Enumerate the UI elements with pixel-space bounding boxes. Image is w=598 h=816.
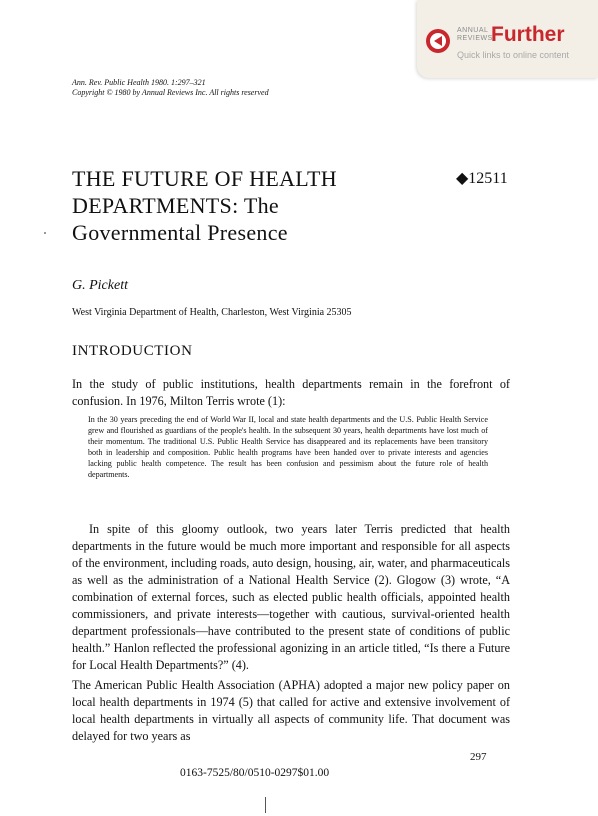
article-title: THE FUTURE OF HEALTH DEPARTMENTS: The Governmental Presence <box>72 166 337 245</box>
margin-speck <box>44 232 46 234</box>
annual-reviews-logo-text: ANNUAL REVIEWS <box>457 27 493 42</box>
paragraph-body-2: The American Public Health Association (APHA) adopted a major new policy paper on local health departments in 1974 (5) that called for active and extensive involvement of local health departments in virtually all aspects of community life. That document was delayed for two years as <box>72 678 510 743</box>
author-name: G. Pickett <box>72 278 128 293</box>
scan-mark <box>265 797 266 813</box>
further-subtitle: Quick links to online content <box>457 50 570 60</box>
article-code: ◆12511 <box>456 170 508 187</box>
footer-code: 0163-7525/80/0510-0297$01.00 <box>180 767 330 779</box>
page-number: 297 <box>470 751 487 763</box>
further-label: Further <box>491 23 565 46</box>
paragraph-body-1: In spite of this gloomy outlook, two years later Terris predicted that health departments in the future would be much more important and responsible for all aspects of the environment, including roads, auto design, housing, air, water, and pharmaceuticals as well as the administration of a National Health Service (2). Glogow (3) wrote, “A combination of external forces, such as elected public health officials, appointed health commissioners, and private interests—together with cautious, survival-oriented health department professionals—have contributed to the present state of conditions of public health.” Hanlon reflected the professional agonizing in an article titled, “Is there a Future for Local Health Departments?” (4). <box>72 522 510 672</box>
author-affiliation: West Virginia Department of Health, Charleston, West Virginia 25305 <box>72 307 352 318</box>
further-badge[interactable] <box>417 0 598 78</box>
journal-citation: Ann. Rev. Public Health 1980. 1:297–321 Copyright © 1980 by Annual Reviews Inc. All rights reserved <box>72 78 269 97</box>
play-arrow-icon <box>425 28 451 54</box>
block-quote: In the 30 years preceding the end of World War II, local and state health departments and the U.S. Public Health Service grew and flourished as guardians of the people's health. In the subsequent 30 years, health departments have lost much of their momentum. The traditional U.S. Public Health Service has disappeared and its replacements have been transitory both in leadership and composition. Public health programs have been handed over to private interests and agencies lacking public health competence. The result has been confusion and pessimism about the future role of health departments. <box>88 415 488 480</box>
paragraph-intro: In the study of public institutions, health departments remain in the forefront of confusion. In 1976, Milton Terris wrote (1): <box>72 377 510 408</box>
section-heading: INTRODUCTION <box>72 343 193 359</box>
